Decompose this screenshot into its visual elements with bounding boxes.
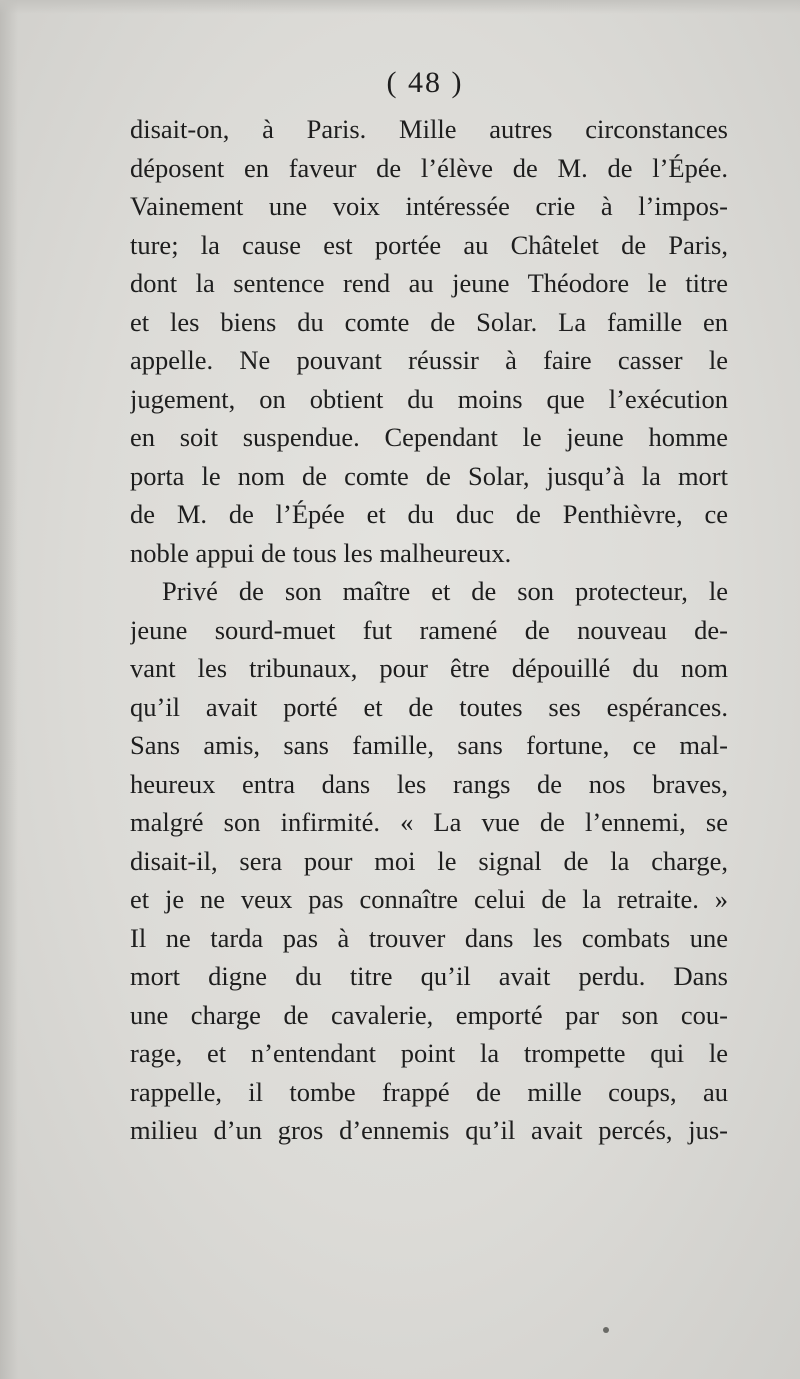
text-line-16: qu’il avait porté et de toutes ses espérances.	[130, 691, 728, 722]
text-line-9: en soit suspendue. Cependant le jeune homme	[130, 422, 728, 452]
text-line-22: Il ne tarda pas à trouver dans les combats une	[130, 922, 728, 953]
text-line-6: et les biens du comte de Solar. La famille en	[130, 306, 728, 337]
text-line-15: vant les tribunaux, pour être dépouillé du nom	[130, 653, 728, 683]
text-line-24: une charge de cavalerie, emporté par son cou-	[130, 999, 728, 1030]
text-line-20: disait-il, sera pour moi le signal de la charge,	[130, 845, 728, 876]
text-line-17: Sans amis, sans famille, sans fortune, ce mal-	[130, 730, 728, 760]
text-line-2: déposent en faveur de l’élève de M. de l’Épée.	[130, 152, 728, 183]
text-line-12: noble appui de tous les malheureux.	[130, 537, 512, 568]
text-line-3: Vainement une voix intéressée crie à l’impos-	[130, 191, 728, 221]
text-line-10: porta le nom de comte de Solar, jusqu’à la mort	[130, 460, 728, 491]
text-line-25: rage, et n’entendant point la trompette qui le	[130, 1038, 728, 1068]
page-number: ( 48 )	[386, 66, 464, 99]
text-line-4: ture; la cause est portée au Châtelet de Paris,	[130, 229, 728, 260]
text-line-7: appelle. Ne pouvant réussir à faire casser le	[130, 345, 728, 375]
text-line-14: jeune sourd-muet fut ramené de nouveau de-	[130, 614, 728, 645]
text-line-5: dont la sentence rend au jeune Théodore le titre	[130, 268, 728, 298]
text-line-13: Privé de son maître et de son protecteur, le	[162, 576, 728, 606]
page-top-shadow	[0, 0, 800, 14]
text-line-21: et je ne veux pas connaître celui de la retraite. »	[130, 884, 728, 914]
text-line-19: malgré son infirmité. « La vue de l’ennemi, se	[130, 807, 728, 837]
body-text	[130, 110, 728, 1150]
text-line-23: mort digne du titre qu’il avait perdu. Dans	[130, 961, 728, 991]
text-line-27: milieu d’un gros d’ennemis qu’il avait percés, jus-	[130, 1115, 728, 1145]
text-line-18: heureux entra dans les rangs de nos braves,	[130, 768, 728, 799]
ink-speck	[603, 1327, 609, 1333]
page-edge-shadow	[0, 0, 18, 1379]
text-line-26: rappelle, il tombe frappé de mille coups, au	[130, 1076, 728, 1107]
text-line-11: de M. de l’Épée et du duc de Penthièvre, ce	[130, 499, 728, 529]
text-line-8: jugement, on obtient du moins que l’exécution	[130, 383, 728, 414]
text-line-1: disait-on, à Paris. Mille autres circonstances	[130, 114, 728, 144]
